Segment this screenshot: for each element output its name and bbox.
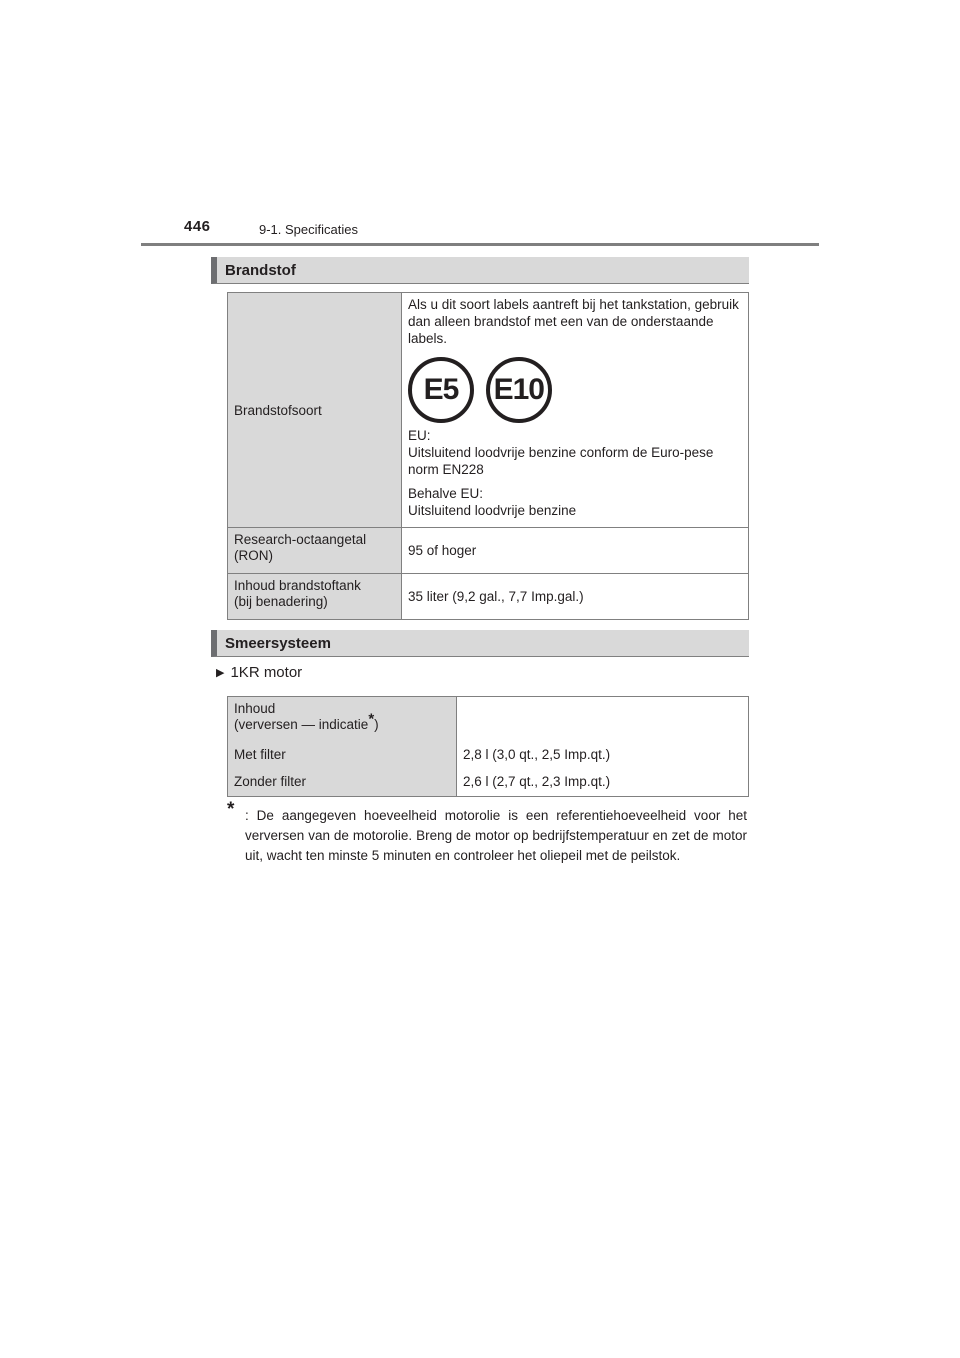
octane-value: 95 of hoger xyxy=(402,528,749,574)
eu-label: EU: xyxy=(408,428,431,443)
octane-label xyxy=(228,528,402,574)
with-filter-label: Met filter xyxy=(228,743,457,767)
non-eu-label: Behalve EU: xyxy=(408,486,484,501)
capacity-label-line2: (verversen — indicatie*) xyxy=(234,710,379,732)
non-eu-text: Uitsluitend loodvrije benzine xyxy=(408,503,577,518)
with-filter-row xyxy=(228,743,749,767)
tank-label-line1: Inhoud brandstoftank xyxy=(234,578,361,593)
bullet-arrow-icon: ▶ xyxy=(216,667,225,679)
oil-capacity-header-row xyxy=(228,697,749,743)
fuel-label-badges xyxy=(408,357,742,423)
section-heading-lubrication: Smeersysteem xyxy=(211,630,749,657)
fuel-table xyxy=(227,292,749,620)
tank-label xyxy=(228,574,402,620)
fuel-type-cell xyxy=(402,293,749,528)
oil-capacity-table xyxy=(227,696,749,797)
engine-label: 1KR motor xyxy=(230,664,303,681)
with-filter-value: 2,8 l (3,0 qt., 2,5 Imp.qt.) xyxy=(457,743,749,767)
fuel-type-row xyxy=(228,293,749,528)
octane-row xyxy=(228,528,749,574)
badge-e5: E5 xyxy=(408,357,474,423)
octane-label-line2: (RON) xyxy=(234,548,273,563)
chapter-title: 9-1. Specificaties xyxy=(259,222,358,237)
page-number: 446 xyxy=(184,218,211,235)
without-filter-row xyxy=(228,767,749,797)
engine-bullet xyxy=(216,664,302,681)
tank-row xyxy=(228,574,749,620)
section-heading-fuel: Brandstof xyxy=(211,257,749,284)
capacity-label-line1: Inhoud xyxy=(234,701,276,716)
header-rule xyxy=(141,243,819,246)
tank-value: 35 liter (9,2 gal., 7,7 Imp.gal.) xyxy=(402,574,749,620)
tank-label-line2: (bij benadering) xyxy=(234,594,328,609)
fuel-type-label: Brandstofsoort xyxy=(228,293,402,528)
capacity-label xyxy=(228,697,457,743)
without-filter-label: Zonder filter xyxy=(228,767,457,797)
capacity-empty-cell xyxy=(457,697,749,743)
fuel-intro: Als u dit soort labels aantreft bij het tankstation, gebruik dan alleen brandstof met een van de onderstaande labels. xyxy=(408,297,739,346)
without-filter-value: 2,6 l (2,7 qt., 2,3 Imp.qt.) xyxy=(457,767,749,797)
footnote-text: : De aangegeven hoeveelheid motorolie is een referentiehoeveelheid voor het verversen van de motorolie. Breng de motor op bedrijfstemperatuur en zet de motor uit, wacht ten minste 5 minuten en controleer het oliepeil met de peilstok. xyxy=(245,808,747,863)
footnote xyxy=(227,799,747,866)
footnote-star: * xyxy=(227,799,235,820)
octane-label-line1: Research-octaangetal xyxy=(234,532,367,547)
badge-e10: E10 xyxy=(486,357,552,423)
eu-text: Uitsluitend loodvrije benzine conform de Euro-pese norm EN228 xyxy=(408,445,714,477)
